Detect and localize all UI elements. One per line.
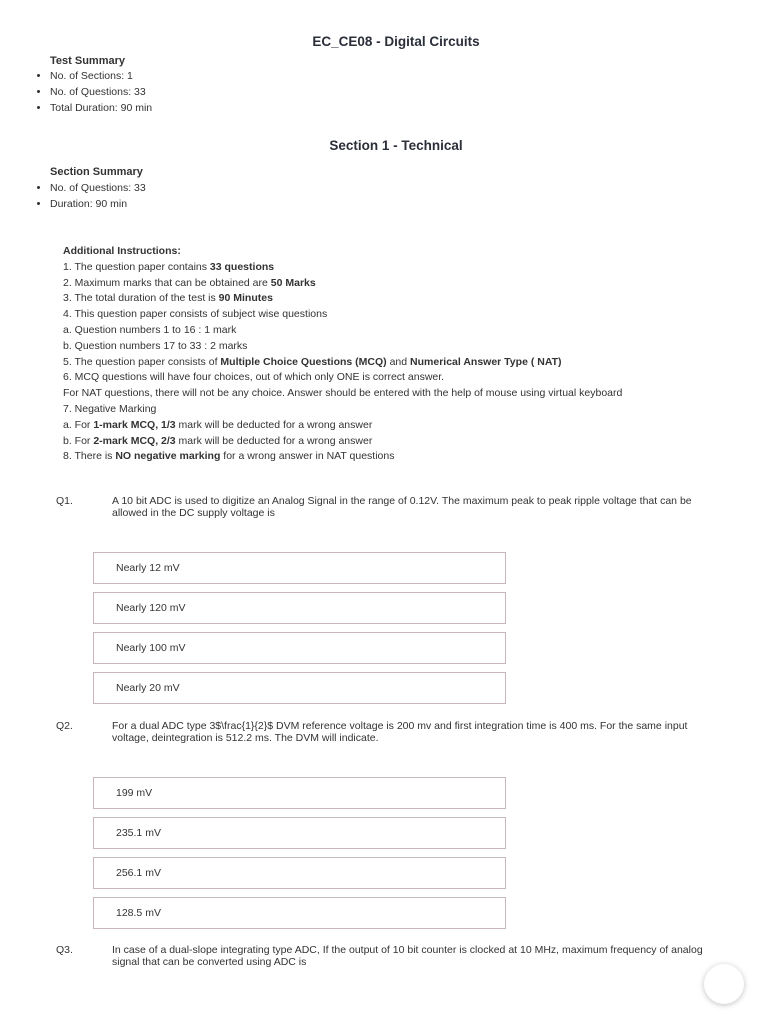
answer-option[interactable]: 199 mV bbox=[93, 777, 506, 809]
floating-action-button[interactable] bbox=[704, 964, 744, 1004]
instructions-heading: Additional Instructions: bbox=[63, 245, 181, 257]
answer-option[interactable]: Nearly 12 mV bbox=[93, 552, 506, 584]
list-item: • Total Duration: 90 min bbox=[50, 100, 152, 116]
answer-option[interactable]: Nearly 100 mV bbox=[93, 632, 506, 664]
instruction-line: 3. The total duration of the test is 90 Minutes bbox=[63, 292, 273, 305]
list-item: • No. of Questions: 33 bbox=[50, 84, 152, 100]
question-text: A 10 bit ADC is used to digitize an Analog Signal in the range of 0.12V. The maximum peak to peak ripple voltage that can be allowed in the DC supply voltage is bbox=[112, 495, 692, 519]
section-title: Section 1 - Technical bbox=[329, 138, 463, 153]
answer-option[interactable]: 128.5 mV bbox=[93, 897, 506, 929]
question-number: Q2. bbox=[56, 720, 73, 732]
answer-option[interactable]: 235.1 mV bbox=[93, 817, 506, 849]
list-item: • Duration: 90 min bbox=[50, 196, 146, 212]
test-summary-list bbox=[32, 68, 152, 116]
section-summary-heading: Section Summary bbox=[50, 166, 143, 178]
additional-instructions bbox=[63, 244, 743, 465]
instruction-line: 7. Negative Marking bbox=[63, 402, 157, 415]
question-text: In case of a dual-slope integrating type ADC, If the output of 10 bit counter is clocked at 10 MHz, maximum frequency of analog signal that can be converted using ADC is bbox=[112, 944, 703, 968]
question-number: Q1. bbox=[56, 495, 73, 507]
test-summary-heading: Test Summary bbox=[50, 55, 125, 67]
instruction-line: 6. MCQ questions will have four choices, out of which only ONE is correct answer. bbox=[63, 371, 445, 384]
answer-option[interactable]: Nearly 20 mV bbox=[93, 672, 506, 704]
instruction-line: For NAT questions, there will not be any choice. Answer should be entered with the help of mouse using virtual keyboard bbox=[63, 387, 623, 400]
question-text: For a dual ADC type 3$\frac{1}{2}$ DVM reference voltage is 200 mv and first integration time is 400 ms. For the same input voltage, deintegration is 512.2 ms. The DVM will indicate. bbox=[112, 720, 688, 744]
instruction-line: b. Question numbers 17 to 33 : 2 marks bbox=[63, 339, 248, 352]
instruction-line: a. For 1-mark MCQ, 1/3 mark will be deducted for a wrong answer bbox=[63, 418, 373, 431]
answer-option[interactable]: Nearly 120 mV bbox=[93, 592, 506, 624]
instruction-line: b. For 2-mark MCQ, 2/3 mark will be deducted for a wrong answer bbox=[63, 434, 373, 447]
section-summary-list bbox=[32, 180, 146, 212]
list-item: • No. of Questions: 33 bbox=[50, 180, 146, 196]
instruction-line: a. Question numbers 1 to 16 : 1 mark bbox=[63, 323, 237, 336]
question-number: Q3. bbox=[56, 944, 73, 956]
instruction-line: 5. The question paper consists of Multiple Choice Questions (MCQ) and Numerical Answer Type ( NAT) bbox=[63, 355, 562, 368]
instruction-line: 8. There is NO negative marking for a wrong answer in NAT questions bbox=[63, 450, 395, 463]
answer-option[interactable]: 256.1 mV bbox=[93, 857, 506, 889]
instruction-line: 4. This question paper consists of subject wise questions bbox=[63, 308, 328, 321]
instruction-line: 1. The question paper contains 33 questions bbox=[63, 260, 275, 273]
list-item: • No. of Sections: 1 bbox=[50, 68, 152, 84]
instruction-line: 2. Maximum marks that can be obtained are 50 Marks bbox=[63, 276, 316, 289]
page-title: EC_CE08 - Digital Circuits bbox=[312, 34, 480, 49]
